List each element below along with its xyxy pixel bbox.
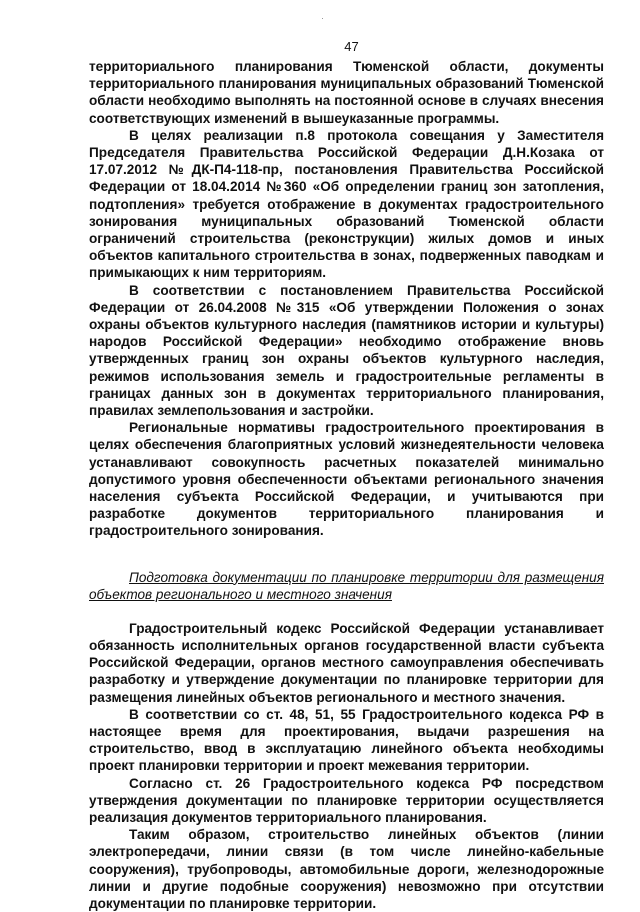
paragraph-articles: В соответствии со ст. 48, 51, 55 Градостроительного кодекса РФ в настоящее время для проектирования, выдачи разрешения на строительство, ввод в эксплуатацию линейного объекта необходимы проект планировки территории и проект межевания территории. bbox=[89, 706, 604, 774]
paragraph-article-26: Согласно ст. 26 Градостроительного кодекса РФ посредством утверждения документации по планировке территории осуществляется реализация документов территориального планирования. bbox=[89, 775, 604, 825]
paragraph-cultural-heritage: В соответствии с постановлением Правительства Российской Федерации от 26.04.2008 №315 «Об утверждении Положения о зонах охраны объектов культурного наследия (памятников истории и культуры) народов Российской Федерации» необходимо отображение вновь утвержденных границ зон охраны объектов культурного наследия, режимов использования земель и градостроительные регламенты в границах данных зон в документах территориального планирования, правилах землепользования и застройки. bbox=[89, 282, 604, 419]
page-number: 47 bbox=[344, 39, 359, 54]
section-heading-text: Подготовка документации по планировке территории для размещения объектов регионального и местного значения bbox=[89, 569, 604, 602]
paragraph-flood-zones: В целях реализации п.8 протокола совещания у Заместителя Председателя Правительства Российской Федерации Д.Н.Козака от 17.07.2012 №ДК-П4-118-пр, постановления Правительства Российской Федерации от 18.04.2014 №360 «Об определении границ зон затопления, подтопления» требуется отображение в документах градостроительного зонирования муниципальных образований Тюменской области ограничений строительства (реконструкции) жилых домов и иных объектов капитального строительства в зонах, подверженных паводкам и примыкающих к ним территориям. bbox=[89, 127, 604, 281]
paragraph-continuation: территориального планирования Тюменской области, документы территориального планирования муниципальных образований Тюменской области необходимо выполнять на постоянной основе в случаях внесения соответствующих изменений в вышеуказанные программы. bbox=[89, 59, 604, 126]
paragraph-regional-norms: Региональные нормативы градостроительного проектирования в целях обеспечения благоприятных условий жизнедеятельности человека устанавливают совокупность расчетных показателей минимально допустимого уровня обеспеченности объектами регионального значения населения субъекта Российской Федерации, и учитываются при разработке документов территориального планирования и градостроительного зонирования. bbox=[89, 420, 604, 539]
paragraph-urban-code: Градостроительный кодекс Российской Федерации устанавливает обязанность исполнительных органов государственной власти субъекта Российской Федерации, органов местного самоуправления обеспечивать разработку и утверждение документации по планировке территории для размещения линейных объектов регионального и местного значения. bbox=[89, 620, 604, 705]
section-heading bbox=[89, 569, 604, 603]
paragraph-linear-objects: Таким образом, строительство линейных объектов (линии электропередачи, линии связи (в том числе линейно-кабельные сооружения), трубопроводы, автомобильные дороги, железнодорожные линии и другие подобные сооружения) невозможно при отсутствии документации по планировке территории. bbox=[89, 827, 604, 911]
scan-dot bbox=[322, 18, 323, 19]
